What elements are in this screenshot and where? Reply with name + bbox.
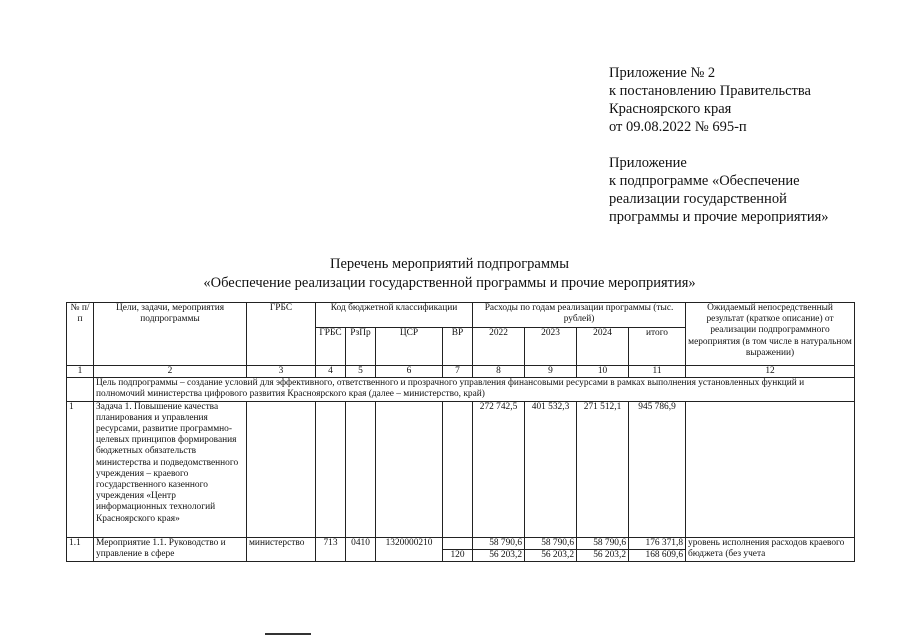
- appendix-line: программы и прочие мероприятия»: [609, 209, 829, 225]
- measure-2023: 58 790,6: [525, 537, 577, 549]
- subheader-rzpr: РзПр: [346, 328, 376, 366]
- document-title: [0, 255, 899, 293]
- title-line-1: Перечень мероприятий подпрограммы: [330, 256, 569, 272]
- measure-vr: 120: [443, 549, 473, 561]
- title-line-2: «Обеспечение реализации государственной программы и прочие мероприятия»: [203, 275, 696, 291]
- col-number: 2: [94, 366, 247, 378]
- subheader-2023: 2023: [525, 328, 577, 366]
- col-number: 5: [346, 366, 376, 378]
- col-number: 3: [247, 366, 316, 378]
- measure-result: уровень исполнения расходов краевого бюджета (без учета: [686, 537, 855, 561]
- subheader-csr: ЦСР: [376, 328, 443, 366]
- task-text: Задача 1. Повышение качества планирования и управления ресурсами, развитие программно-целевых принципов формирования бюджетных обязательств министерства и подведомственного учреждения – краевого государственного казенного учреждения «Центр информационных технологий Красноярского края»: [94, 401, 247, 537]
- task-num: 1: [67, 401, 94, 537]
- goal-text: Цель подпрограммы – создание условий для эффективного, ответственного и прозрачного управления финансовыми ресурсами в рамках выполнения установленных функций и полномочий министерства цифрового развития Красноярского края (далее – министерство, край): [94, 378, 855, 401]
- header-goals: Цели, задачи, мероприятия подпрограммы: [94, 303, 247, 366]
- subheader-grbs: ГРБС: [316, 328, 346, 366]
- appendix-line: реализации государственной: [609, 191, 787, 207]
- subheader-total: итого: [629, 328, 686, 366]
- subheader-2022: 2022: [473, 328, 525, 366]
- col-number: 10: [577, 366, 629, 378]
- subheader-2024: 2024: [577, 328, 629, 366]
- col-number: 9: [525, 366, 577, 378]
- measure-2023: 56 203,2: [525, 549, 577, 561]
- col-number: 7: [443, 366, 473, 378]
- column-numbers-row: [67, 366, 855, 378]
- measure-vr: [443, 537, 473, 549]
- goal-row: [67, 378, 855, 401]
- measure-text: Мероприятие 1.1. Руководство и управление в сфере: [94, 537, 247, 561]
- appendix-line: Приложение № 2: [609, 65, 716, 81]
- subheader-vr: ВР: [443, 328, 473, 366]
- task-2022: 272 742,5: [473, 401, 525, 537]
- appendix-line: Красноярского края: [609, 101, 732, 117]
- measure-total: 168 609,6: [629, 549, 686, 561]
- appendix-line: от 09.08.2022 № 695-п: [609, 119, 747, 135]
- header-expenses: Расходы по годам реализации программы (тыс. рублей): [473, 303, 686, 328]
- col-number: 12: [686, 366, 855, 378]
- task-row: [67, 401, 855, 537]
- measure-grbs: министерство: [247, 537, 316, 561]
- appendix-line: Приложение: [609, 155, 687, 171]
- col-number: 4: [316, 366, 346, 378]
- header-grbs: ГРБС: [247, 303, 316, 366]
- measure-2022: 56 203,2: [473, 549, 525, 561]
- col-number: 6: [376, 366, 443, 378]
- header-row-1: [67, 303, 855, 328]
- measure-2022: 58 790,6: [473, 537, 525, 549]
- measure-2024: 58 790,6: [577, 537, 629, 549]
- measures-table: [66, 302, 855, 562]
- appendix-line: к постановлению Правительства: [609, 83, 811, 99]
- header-num: № п/п: [67, 303, 94, 366]
- measure-total: 176 371,8: [629, 537, 686, 549]
- task-total: 945 786,9: [629, 401, 686, 537]
- measure-rzpr: 0410: [346, 537, 376, 561]
- appendix-line: к подпрограмме «Обеспечение: [609, 173, 800, 189]
- col-number: 8: [473, 366, 525, 378]
- page-edge-mark: [265, 633, 311, 635]
- header-budget-code: Код бюджетной классификации: [316, 303, 473, 328]
- measure-num: 1.1: [67, 537, 94, 561]
- task-2024: 271 512,1: [577, 401, 629, 537]
- measure-code-grbs: 713: [316, 537, 346, 561]
- goal-row-empty: [67, 378, 94, 401]
- measure-csr: 1320000210: [376, 537, 443, 561]
- measure-row-1: [67, 537, 855, 549]
- task-2023: 401 532,3: [525, 401, 577, 537]
- col-number: 1: [67, 366, 94, 378]
- col-number: 11: [629, 366, 686, 378]
- appendix-header: [609, 64, 889, 226]
- measure-2024: 56 203,2: [577, 549, 629, 561]
- header-result: Ожидаемый непосредственный результат (краткое описание) от реализации подпрограммного мероприятия (в том числе в натуральном выражении): [686, 303, 855, 366]
